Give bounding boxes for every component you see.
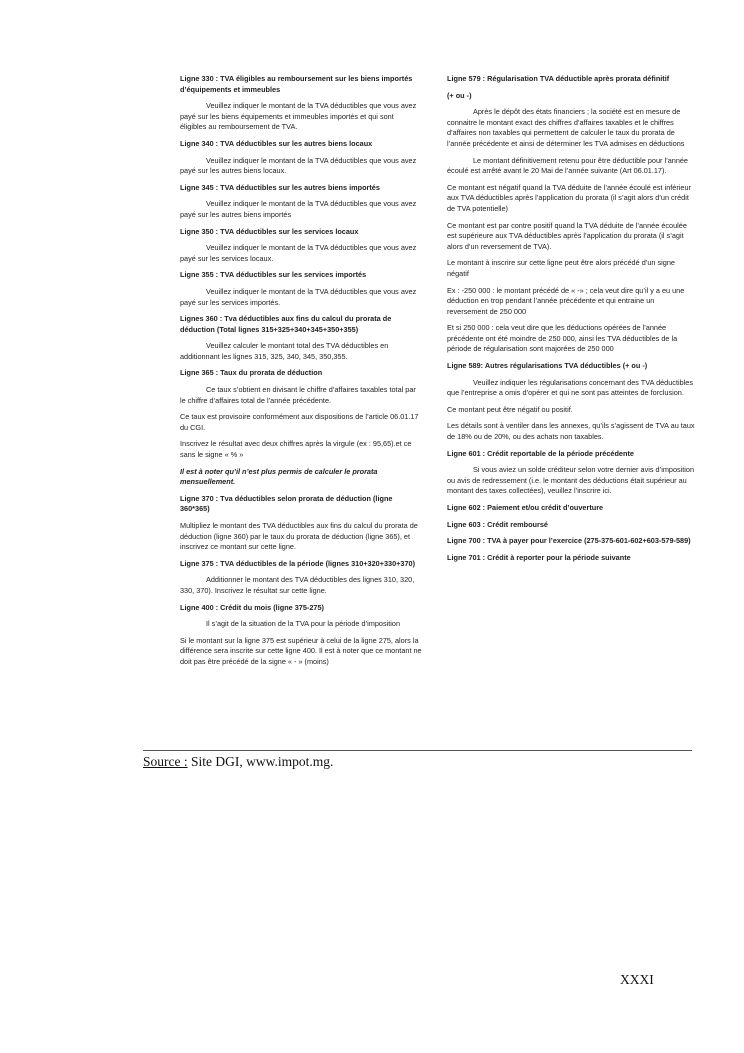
paragraph: Après le dépôt des états financiers ; la société est en mesure de connaitre le montant exact des chiffres d’affaires taxables et le chiffres d’affaires non taxables qui permettent de calculer le taux du prorata de l’année précédente et ainsi de déterminer les TVA admises en déductions bbox=[447, 107, 685, 148]
line-heading: Ligne 370 : Tva déductibles selon prorata de déduction (ligne 360*365) bbox=[180, 493, 393, 514]
line-heading: Ligne 601 : Crédit reportable de la période précédente bbox=[447, 448, 634, 458]
line-heading: Ligne 340 : TVA déductibles sur les autres biens locaux bbox=[180, 138, 373, 148]
paragraph: Veuillez indiquer le montant de la TVA déductibles que vous avez payé sur les services importés. bbox=[180, 286, 417, 307]
line-heading: Ligne 330 : TVA éligibles au remboursement sur les biens importés d’équipements et immeubles bbox=[180, 74, 413, 94]
paragraph: Veuillez indiquer le montant de la TVA déductibles que vous avez payé sur les autres biens importés bbox=[180, 199, 417, 219]
line-heading: Ligne 345 : TVA déductibles sur les autres biens importés bbox=[180, 182, 380, 192]
paragraph: Multipliez le montant des TVA déductibles aux fins du calcul du prorata de déduction (ligne 360) par le taux du prorata de déduction (ligne 365), et inscrivez ce montant sur cette ligne. bbox=[180, 521, 418, 552]
page-number: XXXI bbox=[620, 972, 654, 987]
line-heading: Ligne 602 : Paiement et/ou crédit d’ouverture bbox=[447, 503, 604, 512]
line-heading: Ligne 589: Autres régularisations TVA déductibles (+ ou -) bbox=[447, 361, 648, 371]
paragraph: Si le montant sur la ligne 375 est supérieur à celui de la ligne 275, alors la différence sera inscrite sur cette ligne 400. Il est à noter que ce montant ne doit pas être précédé de la signe « - » (moins) bbox=[180, 635, 422, 666]
line-heading: Ligne 701 : Crédit à reporter pour la période suivante bbox=[447, 552, 631, 562]
paragraph: Additionner le montant des TVA déductibles des lignes 310, 320, 330, 370). Inscrivez le résultat sur cette ligne. bbox=[180, 575, 415, 595]
line-heading: Ligne 355 : TVA déductibles sur les services importés bbox=[180, 270, 367, 280]
paragraph: Il s’agit de la situation de la TVA pour la période d’imposition bbox=[206, 619, 401, 629]
paragraph: Si vous aviez un solde créditeur selon votre dernier avis d’imposition ou avis de redressement (i.e. le montant des déductions était supérieur au montant des taxes collectées), veuillez l’inscrire ici. bbox=[447, 465, 695, 496]
paragraph: Le montant à inscrire sur cette ligne peut être alors précédé d’un signe négatif bbox=[447, 258, 675, 278]
line-heading: Ligne 365 : Taux du prorata de déduction bbox=[180, 368, 323, 378]
source-label: Source : bbox=[143, 754, 188, 769]
paragraph: Veuillez indiquer les régularisations concernant des TVA déductibles que l’entreprise a omis d’opérer et qui ne sont pas atteintes de forclusion. bbox=[447, 377, 693, 398]
paragraph: Ce montant est négatif quand la TVA déduite de l’année écoulé est inférieur aux TVA déductibles après l’application du prorata (il s’agit alors d’un crédit de TVA potentielle) bbox=[447, 182, 691, 213]
paragraph: Ce montant est par contre positif quand la TVA déduite de l’année écoulée est supérieure aux TVA déductibles après l’application du prorata (il s’agit alors d’un reversement de TVA). bbox=[447, 220, 687, 251]
paragraph: Veuillez indiquer le montant de la TVA déductibles que vous avez payé sur les biens équipements et immeubles importés et qui sont éligibles au remboursement de TVA. bbox=[180, 101, 417, 132]
paragraph: Et si 250 000 : cela veut dire que les déductions opérées de l’année précédente ont été moindre de 250 000, ainsi les TVA déductibles de la période de régularisation sont majorées de 250 000 bbox=[447, 323, 678, 354]
line-heading: Ligne 375 : TVA déductibles de la période (lignes 310+320+330+370) bbox=[180, 558, 416, 568]
paragraph: Ex : -250 000 : le montant précédé de « -» ; cela veut dire qu’il y a eu une déduction en trop pendant l’année précédente et qui entraine un reversement de 250 000 bbox=[447, 285, 685, 316]
paragraph: Ce montant peut être négatif ou positif. bbox=[447, 404, 573, 414]
note-text: Il est à noter qu’il n’est plus permis de calculer le prorata mensuellement. bbox=[180, 466, 378, 487]
line-heading: Lignes 360 : Tva déductibles aux fins du calcul du prorata de déduction (Total lignes 315+325+340+345+350+355) bbox=[180, 314, 392, 334]
paragraph: Les détails sont à ventiler dans les annexes, qu’ils s’agissent de TVA au taux de 18% ou de 20%, ou des achats non taxables. bbox=[447, 421, 695, 442]
source-divider bbox=[143, 750, 692, 751]
line-heading: Ligne 700 : TVA à payer pour l’exercice (275-375-601-602+603-579-589) bbox=[447, 536, 691, 546]
line-heading: Ligne 350 : TVA déductibles sur les services locaux bbox=[180, 226, 359, 236]
right-column bbox=[447, 74, 695, 569]
paragraph: Veuillez indiquer le montant de la TVA déductibles que vous avez payé sur les services locaux. bbox=[180, 243, 417, 263]
paragraph: Ce taux s’obtient en divisant le chiffre d’affaires taxables total par le chiffre d’affaires total de l’année précédente. bbox=[180, 385, 416, 405]
paragraph: Ce taux est provisoire conformément aux dispositions de l’article 06.01.17 du CGI. bbox=[180, 412, 419, 432]
source-text: Site DGI, www.impot.mg. bbox=[187, 754, 334, 769]
left-column bbox=[180, 74, 422, 674]
line-heading: Ligne 579 : Régularisation TVA déductible après prorata définitif bbox=[447, 74, 670, 83]
line-heading: (+ ou -) bbox=[447, 90, 472, 100]
paragraph: Veuillez indiquer le montant de la TVA déductibles que vous avez payé sur les autres biens locaux. bbox=[180, 155, 417, 176]
line-heading: Ligne 603 : Crédit remboursé bbox=[447, 519, 548, 529]
paragraph: Veuillez calculer le montant total des TVA déductibles en additionnant les lignes 315, 325, 340, 345, 350,355. bbox=[180, 341, 389, 361]
paragraph: Le montant définitivement retenu pour être déductible pour l’année écoulé est arrêté avant le 20 Mai de l’année suivante (Art 06.01.17). bbox=[447, 155, 688, 176]
paragraph: Inscrivez le résultat avec deux chiffres après la virgule (ex : 95,65).et ce sans le signe « % » bbox=[180, 439, 412, 460]
source-line bbox=[143, 754, 333, 770]
line-heading: Ligne 400 : Crédit du mois (ligne 375-275) bbox=[180, 602, 324, 612]
